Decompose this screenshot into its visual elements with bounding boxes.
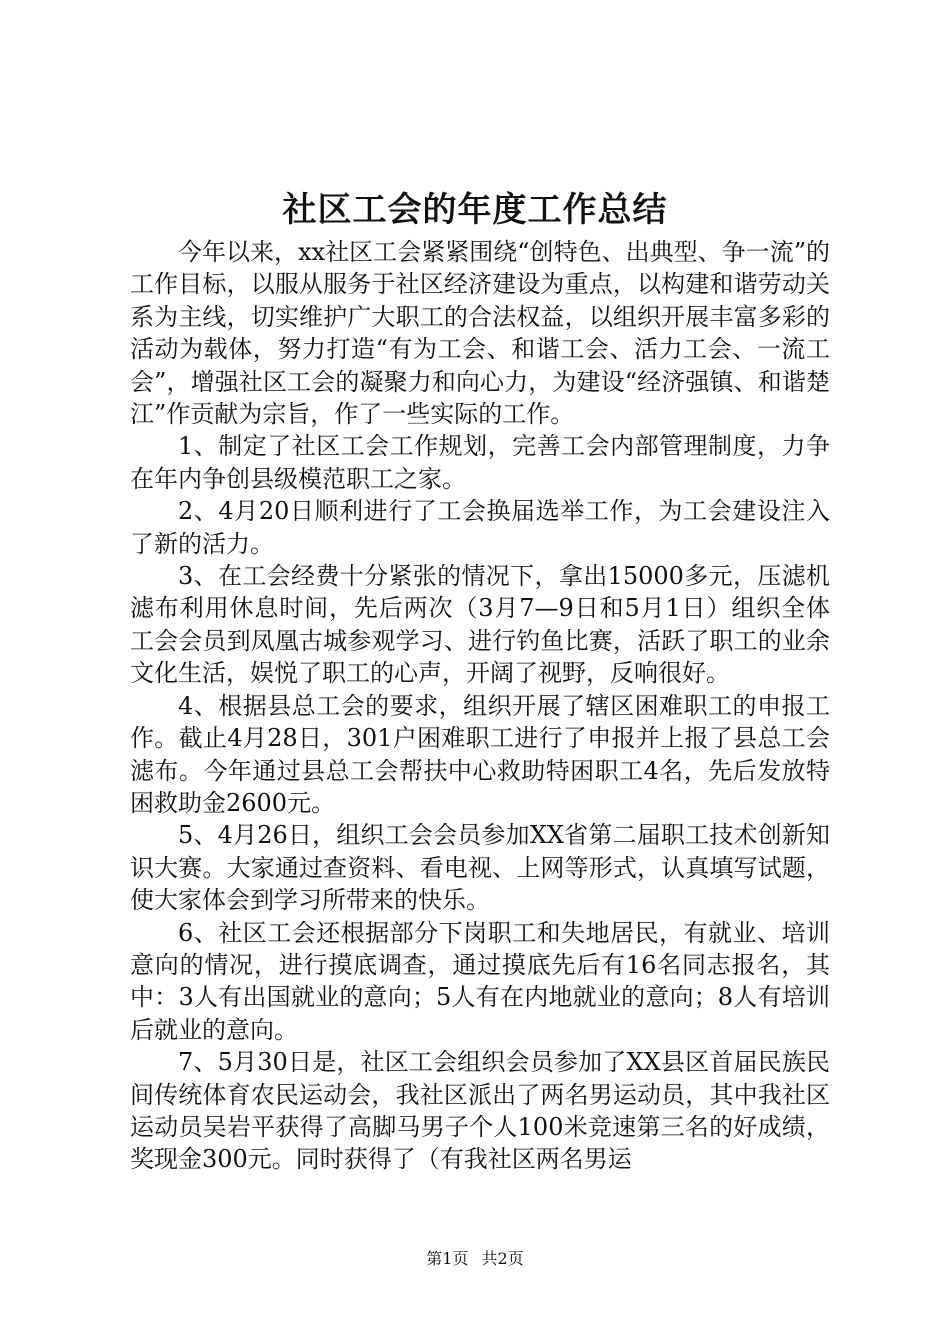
paragraph-item-4: 4、根据县总工会的要求，组织开展了辖区困难职工的申报工作。截止4月28日，301户困难职工进行了申报并上报了县总工会滤布。今年通过县总工会帮扶中心救助特困职工4名，先后发放特困救助金2600元。 xyxy=(130,691,830,817)
paragraph-item-5: 5、4月26日，组织工会会员参加XX省第二届职工技术创新知识大赛。大家通过查资料、看电视、上网等形式，认真填写试题，使大家体会到学习所带来的快乐。 xyxy=(130,821,830,915)
paragraph-item-7: 7、5月30日是，社区工会组织会员参加了XX县区首届民族民间传统体育农民运动会，我社区派出了两名男运动员，其中我社区运动员吴岩平获得了高脚马男子个人100米竞速第三名的好成绩，奖现金300元。同时获得了（有我社区两名男运 xyxy=(130,1048,830,1174)
paragraph-item-6: 6、社区工会还根据部分下岗职工和失地居民，有就业、培训意向的情况，进行摸底调查，通过摸底先后有16名同志报名，其中：3人有出国就业的意向；5人有在内地就业的意向；8人有培训后就业的意向。 xyxy=(130,918,830,1044)
paragraph-intro: 今年以来，xx社区工会紧紧围绕“创特色、出典型、争一流”的工作目标，以服从服务于社区经济建设为重点，以构建和谐劳动关系为主线，切实维护广大职工的合法权益，以组织开展丰富多彩的活动为载体，努力打造“有为工会、和谐工会、活力工会、一流工会”，增强社区工会的凝聚力和向心力，为建设“经济强镇、和谐楚江”作贡献为宗旨，作了一些实际的工作。 xyxy=(130,238,830,429)
paragraph-item-2: 2、4月20日顺利进行了工会换届选举工作，为工会建设注入了新的活力。 xyxy=(130,497,830,558)
page-total: 共2页 xyxy=(481,1249,524,1268)
document-body xyxy=(130,236,830,1176)
page-footer xyxy=(0,1248,950,1270)
document-title: 社区工会的年度工作总结 xyxy=(282,190,668,230)
paragraph-item-1: 1、制定了社区工会工作规划，完善工会内部管理制度，力争在年内争创县级模范职工之家。 xyxy=(130,432,830,493)
page-number: 第1页 xyxy=(426,1249,469,1268)
paragraph-item-3: 3、在工会经费十分紧张的情况下，拿出15000多元，压滤机滤布利用休息时间，先后两次（3月7—9日和5月1日）组织全体工会会员到凤凰古城参观学习、进行钓鱼比赛，活跃了职工的业余文化生活，娱悦了职工的心声，开阔了视野，反响很好。 xyxy=(130,562,830,688)
